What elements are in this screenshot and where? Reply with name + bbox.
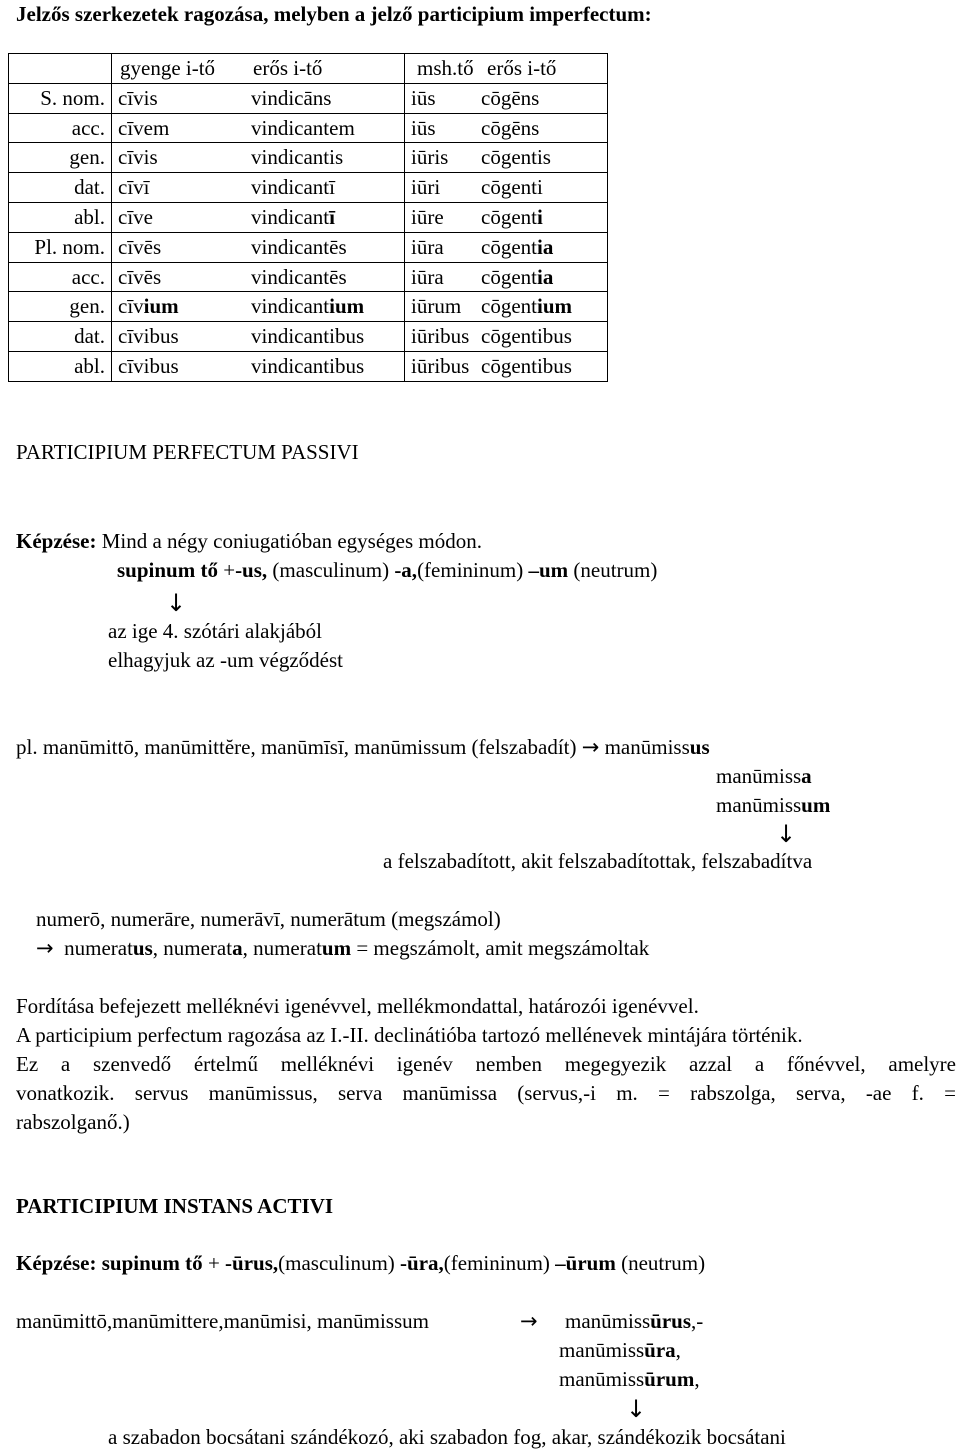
table-row: abl. cīvibus vindicantibus iūribus cōgentibus [9,351,608,381]
table-row: gen. cīvis vindicantis iūris cōgentis [9,143,608,173]
arrow-right-icon: → [581,735,600,759]
arrow-down-icon: ↓ [776,820,797,848]
page-title: Jelzős szerkezetek ragozása, melyben a jelző participium imperfectum: [16,2,652,26]
table-header-cell [9,54,112,84]
table-row: gen. cīvium vindicantium iūrum cōgentium [9,292,608,322]
ppp-heading: PARTICIPIUM PERFECTUM PASSIVI [16,440,359,464]
table-header-cell: msh.tő erős i-tő [405,54,608,84]
ppp-paragraph-3c: rabszolganő.) [16,1110,130,1134]
arrow-down-icon: ↓ [166,589,187,617]
table-row: S. nom. cīvis vindicāns iūs cōgēns [9,83,608,113]
ppp-note-2: elhagyjuk az -um végződést [108,648,343,672]
table-row: dat. cīvī vindicantī iūri cōgenti [9,173,608,203]
table-row: acc. cīvem vindicantem iūs cōgēns [9,113,608,143]
numero-line: numerō, numerāre, numerāvī, numerātum (megszámol) [36,907,501,931]
arrow-right-icon: → [36,936,54,960]
declension-table [8,53,608,382]
pia-form-feminine: manūmissūra, [559,1338,681,1362]
arrow-down-icon: ↓ [626,1395,647,1423]
pia-form-masculine: manūmissūrus,- [565,1309,704,1333]
arrow-right-icon: → [520,1309,538,1333]
ppp-form-neutrum: manūmissum [716,793,831,817]
table-header-cell: gyenge i-tő erős i-tő [112,54,405,84]
ppp-kepzese: Képzése: Mind a négy coniugatióban egységes módon. [16,529,482,553]
table-row: Pl. nom. cīvēs vindicantēs iūra cōgentia [9,232,608,262]
ppp-example: pl. manūmittō, manūmittĕre, manūmīsī, manūmissum (felszabadít) → manūmissus [16,735,710,759]
pia-translation: a szabadon bocsátani szándékozó, aki szabadon fog, akar, szándékozik bocsátani [108,1425,786,1449]
pia-heading: PARTICIPIUM INSTANS ACTIVI [16,1194,334,1218]
numero-forms: → numeratus, numerata, numeratum = megszámolt, amit megszámoltak [36,936,650,960]
table-header-row [9,54,608,84]
pia-example: manūmittō,manūmittere,manūmisi, manūmissum [16,1309,429,1333]
ppp-translation: a felszabadított, akit felszabadítottak, felszabadítva [383,849,813,873]
table-row: acc. cīvēs vindicantēs iūra cōgentia [9,262,608,292]
pia-kepzese: Képzése: supinum tő + -ūrus,(masculinum) -ūra,(femininum) –ūrum (neutrum) [16,1251,706,1275]
table-row: dat. cīvibus vindicantibus iūribus cōgentibus [9,322,608,352]
table-row: abl. cīve vindicantī iūre cōgenti [9,202,608,232]
ppp-paragraph-1: Fordítása befejezett melléknévi igenévvel, mellékmondattal, határozói igenévvel. [16,994,699,1018]
ppp-paragraph-3a: Ez a szenvedő értelmű melléknévi igenév nemben megegyezik azzal a főnévvel, amelyre [16,1052,956,1076]
ppp-form-feminine: manūmissa [716,764,812,788]
ppp-paragraph-3b: vonatkozik. servus manūmissus, serva manūmissa (servus,-i m. = rabszolga, serva, -ae f. = [16,1081,956,1105]
ppp-supinum-rule: supinum tő +-us, (masculinum) -a,(femininum) –um (neutrum) [117,558,658,582]
ppp-note-1: az ige 4. szótári alakjából [108,619,322,643]
pia-form-neutrum: manūmissūrum, [559,1367,700,1391]
ppp-paragraph-2: A participium perfectum ragozása az I.-II. declinátióba tartozó mellénevek mintájára történik. [16,1023,803,1047]
